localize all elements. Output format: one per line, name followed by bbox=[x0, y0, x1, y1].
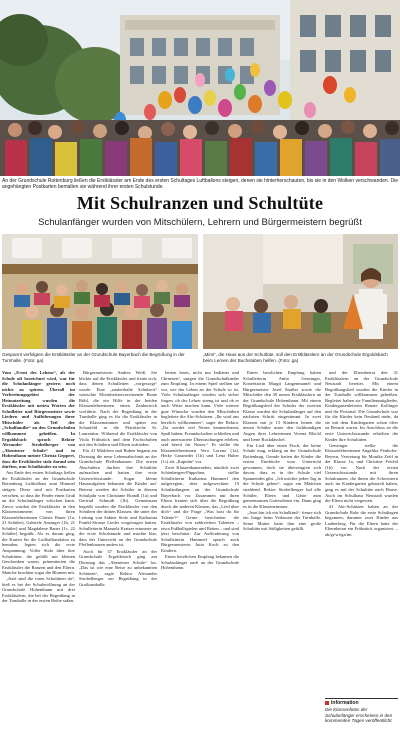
info-square-icon bbox=[325, 701, 329, 705]
photo-gym-children bbox=[2, 234, 198, 349]
article-column-3 bbox=[161, 370, 239, 732]
column-3-paragraph-2: Zwei Klassenkameraden, nämlich zwei Schönbergen-Püppchen, stellte Schulleiterin Katharina Hammerl den aufgeregten, aber aufgeweckten 19 Schulanfängern an der Grundschule Bayerbach vor. Zusammen mit ihren Eltern freuten sich über die Begrüßung durch die anderen Klassen, das „Lied über dich“ und die Frage „Was hast du für Talente?“ Gerne berichteten die Erstklässler von zahlreichen Talenten – etwa Fußballspielen und Reiten – und sind jetzt beschützt. Zur Aufforderung von Schulleiterin Hammerl sprach auch Bürgermeisterin Jutta Koch zu den Kindern. bbox=[161, 464, 239, 553]
column-4-paragraph-1: Einen herzlichen Empfang haben Schulleiterin Anita Gensinger, Konrektorin Margit Langenmantel und Bürgermeister Josef Straßer sowie die Mitschüler den 30 neuen Erstklässlern an der Grundschule Hohenthann. Mit einem Begrüßungslied der Schüler der zweiten Klasse wurden die Schulanfänger auf den nächsten Schritt eingestimmt. In zwei Klassen mit je 15 Kindern lernen die neuen Schüler unter den fachkundigen Augen ihrer Lehrerinnen Verena Blöchl und Irene Ruckdäschel. bbox=[243, 370, 321, 442]
column-5-paragraph-2: Gensinger stellte die Klassenlehrerinnen Angelika Penkofer-Beyern, Vertretung für Monika Zeitl in der Klasse 1a, und Christine Feichtl (1b) vor. Nach der ersten Unterrichtsstunde mit ihren Schulranzen, die ihnen die Schwestern auch im Kindergarten gebastelt haben, ging es mit der Schultüte nach Hause. Auch im Schulhaus Neustadt wurden die Eltern nicht vergessen. bbox=[325, 442, 398, 504]
column-4-paragraph-3: „Jetzt bin ich ein Schulkind“, freute sich ein Junge beim Verlassen der Turnhalle. Seine Mutter hatte ihm eine große Schultüte mit Süßigkeiten gefüllt. bbox=[243, 509, 321, 532]
article-headline: Mit Schulranzen und Schultüte bbox=[76, 193, 324, 213]
column-5-paragraph-1: und der Elternbeirat den 31 Erstklässlern an der Grundschule Neustadt bereitet. Mit einem Begrüßungslied wurden die Kinder in der Turnhalle willkommen geheißen. Begleitet haben sie Familienmitglieder, Kindergartenleiterin Renate Kollinger und ihr Personal. Die Grundschule war für die Kinder kein Neuland mehr, da sie mit dem Kindergarten schon öfter zu Besuch waren. Im Anschluss an die erste Unterrichtsstunde erhielten die Kinder ihre Schultüten. bbox=[325, 370, 398, 442]
article-subheadline: Schulanfänger wurden von Mitschülern, Lehrern und Bürgermeistern begrüßt bbox=[38, 217, 362, 228]
column-1-paragraph-3: „Jetzt sind die roten Schultüten da“, hieß es bei der Schuleröffnung an der Grundschule Hohenthann mit drei Erstklässlern, die bei der Begrüßung in der Turnhalle in der ersten Reihe saßen. bbox=[2, 576, 75, 604]
photo-right-caption: „Mimi“, die Haus aus der Schultüte, soll den Erstklässlern an der Grundschule Ergoldsbach beim Lernen der Buchstaben helfen. (Foto: ga) bbox=[203, 352, 388, 363]
information-title: Information bbox=[331, 700, 359, 706]
information-header bbox=[325, 699, 398, 706]
top-photo-balloons bbox=[0, 0, 400, 176]
gym-children-image bbox=[2, 234, 198, 349]
article-column-5 bbox=[325, 370, 398, 696]
information-box bbox=[325, 698, 398, 732]
column-3-paragraph-3: Einen herzlichen Empfang bekamen die Schulanfänger auch an der Grundschule Hohenthann. bbox=[161, 554, 239, 571]
information-text: Die Klassenfotos der Schulanfänger erscheinen in den kommenden Tagen veröffentlicht. bbox=[325, 707, 393, 724]
article-column-4 bbox=[243, 370, 321, 732]
article-column-1 bbox=[2, 370, 75, 732]
photo-left-caption: Gespannt verfolgten die Erstklässler an der Grundschule Bayerbach die Begrüßung in der Turnhalle. (Foto: ga) bbox=[2, 352, 185, 363]
column-1-lead-paragraph: Vom „Ernst des Lebens“, als der Schule oft bezeichnet wird, war für die Schulanfänger gestern noch nichts zu spüren. Überall im Verbreitungsgebiet der Heimatzeitung wurden die Erstklässler mit netten Worten der Schulleiter und Bürgermeister sowie Liedern und Aufführungen ihrer Mitschüler als Teil der „Schulfamilie“ an den Grundschulen willkommen geheißen. In Ergoldsbach sprach Rektor Alexander Strobelberger von „Abenteuer Schule“ und in Hohenthann meinte Christa Geppert, dass die Erstklässler stolz darauf sein dürften, nun Schulkinder zu sein. bbox=[2, 370, 75, 470]
column-1-paragraph-2: Am Ende des ersten Schultags ließen die Erstklässler an der Grundschule Rottenburg Luftballons zum Himmel steigen. Diese sind mit Postkarten versehen, so dass die Finder einen Gruß an die Schulanfänger schicken kann. Zuvor wurden die Erstklässler in den Klassenzimmern von ihren Klassenlehrerinnen Christa Bauer (1a, 21 Schüler), Gabriele Anzinger (1b, 21 Schüler) und Magdalene Bauer (1c, 22 Schüler) begrüßt. Als es darum ging, die Karten für die Luftballonaktion zu bemalen, legten sich die erste Anspannung: Voller Stolz über ihre Schultüten, die gefüllt mit kleinen Geschenken waren, präsentierten die Erstklässler die Ranzen und den Eltern. Manche brachten sogar die Blumen mit. bbox=[2, 470, 75, 576]
column-2-paragraph-1: Bürgermeisterin Andrea Weiß: Sie blickte auf die Erstklässler und freute sich, dass denen Schulleiten „vorgesorgt“ wurde. Eine „zauberhafte Schulzeit“ wünschte Elternbeiratsvorsitzende Beate Röhl, die ein Hilfe in der beiden Klassenlehrerinnen einen Zaubertrick vorführte. Nach der Begrüßung in der Turnhalle ging es für die Erstklässler in die Klassenzimmer und später zur Schaufeld in die Pfarrkirche St. Laurentius. Während die Erstklässler von Viola Frühstück und dem Fachschaften mit den Schülern und Eltern zufrieden. bbox=[79, 370, 157, 448]
schoolyard-balloons-image bbox=[0, 0, 400, 176]
column-4-paragraph-2: Ein Lied über einen Fisch, der keine Schule mag, erklang an der Grundschule Rottenburg. Gerade hatten die Kinder die ersten Eindrücke vom Unterricht gewonnen, doch sie überzeugten sich davon, dass es in der Schule viel Spannendes gibt. „Ich möchte jeden Tag in die Schule gehen“, sagte ein Mädchen strahlend. Rektor Strobelberger lud alle Schüler, Eltern und Gäste zum gemeinsamen Gottesdienst ein. Dann ging es in die Klassenzimmer. bbox=[243, 442, 321, 509]
column-2-paragraph-2: Für 41 Mädchen und Buben begann am Dienstag die neue Lebensabschnitt an der Grundschule Pfeffenhausen. Die ersten Abschülern durften ihre Schultüte aufmachen und hatten ihre erste Unterrichtsstunde: Sogar kleine Hausaufgaben bekamen die Kinder auf. Betreut werden die Schüler in diesem Schuljahr von Christiane Brandl (1a) und Gertrud Schmidt (1b). Gemeinsam begrüßt wurden die Erstklässler von den Schülern der dritten Klassen, die unter der Leitung von Sabine Stolz und Katharina Frankl-Strasse Lieder vorgetragen hatten. Schulleiterin Manuela Kratzer erinnerte an die erste Schulstunde und machte klar, dass der Unterricht an der Grundschule Pfeffenhausen anders ist. bbox=[79, 448, 157, 548]
top-photo-caption: An der Grundschule Rottenburg ließen die Erstklässler am Ende des ersten Schultages Luftballons steigen, denen sie hinterherschauten, bis sie in den Wolken verschwanden. Die angehängten Postkarten bemalten sie während ihrer ersten Schulstunde. bbox=[2, 178, 398, 190]
column-2-paragraph-3: Auch für 37 Erstklässler an der Grundschule Ergoldsbach ging am Dienstag das „Abenteuer Schule“ los. „Das ist wie eine Reise zu unbekannten Schätzen“, sagte Rektor Alexander Strobelberger zur Begrüßung in der Großturnhalle. bbox=[79, 548, 157, 587]
photo-classroom-teacher bbox=[203, 234, 398, 349]
article-column-2 bbox=[79, 370, 157, 732]
column-5-paragraph-3: 41 Abc-Schützen haben an der Grundschule Rohr die erste Schultagen begonnen, darunter zwei Kinder aus Laaberberg. Für die Eltern hatte der Elternbeirat ein Frühstück organisiert. –ak/gt/wi/ga/tm bbox=[325, 504, 398, 537]
classroom-teacher-image bbox=[203, 234, 398, 349]
column-3-paragraph-1: lernen lesen, nicht nur Indianer und Chinesen“, sangen die Grundschulkinder zum Empfang. In einem Spiel stellten sie vor, wie das Leben an der Schule so ist. Viele Schulanfänger würden sich sicher fragen, ob der Lehrer streng ist und ob er auch Witze machen kann. Viele weitere gute Wünsche wurden den Mitschülern begleitete die Abc-Schützen. „Ihr wird uns herzlich willkommen“, sagte der Rektor. „Ihr werdet viel Neues kennenlernen, Spaß haben, Freundschaften schließen und auch unerwartete Überraschungen erleben, seid bereit für Neues.“ Er stellte die Klassenlehrerinnen Vera Lorenz (1a), Heike Gassneder (1b) und Lena Huber (1c) als „Kapitän“ vor. bbox=[161, 370, 239, 464]
